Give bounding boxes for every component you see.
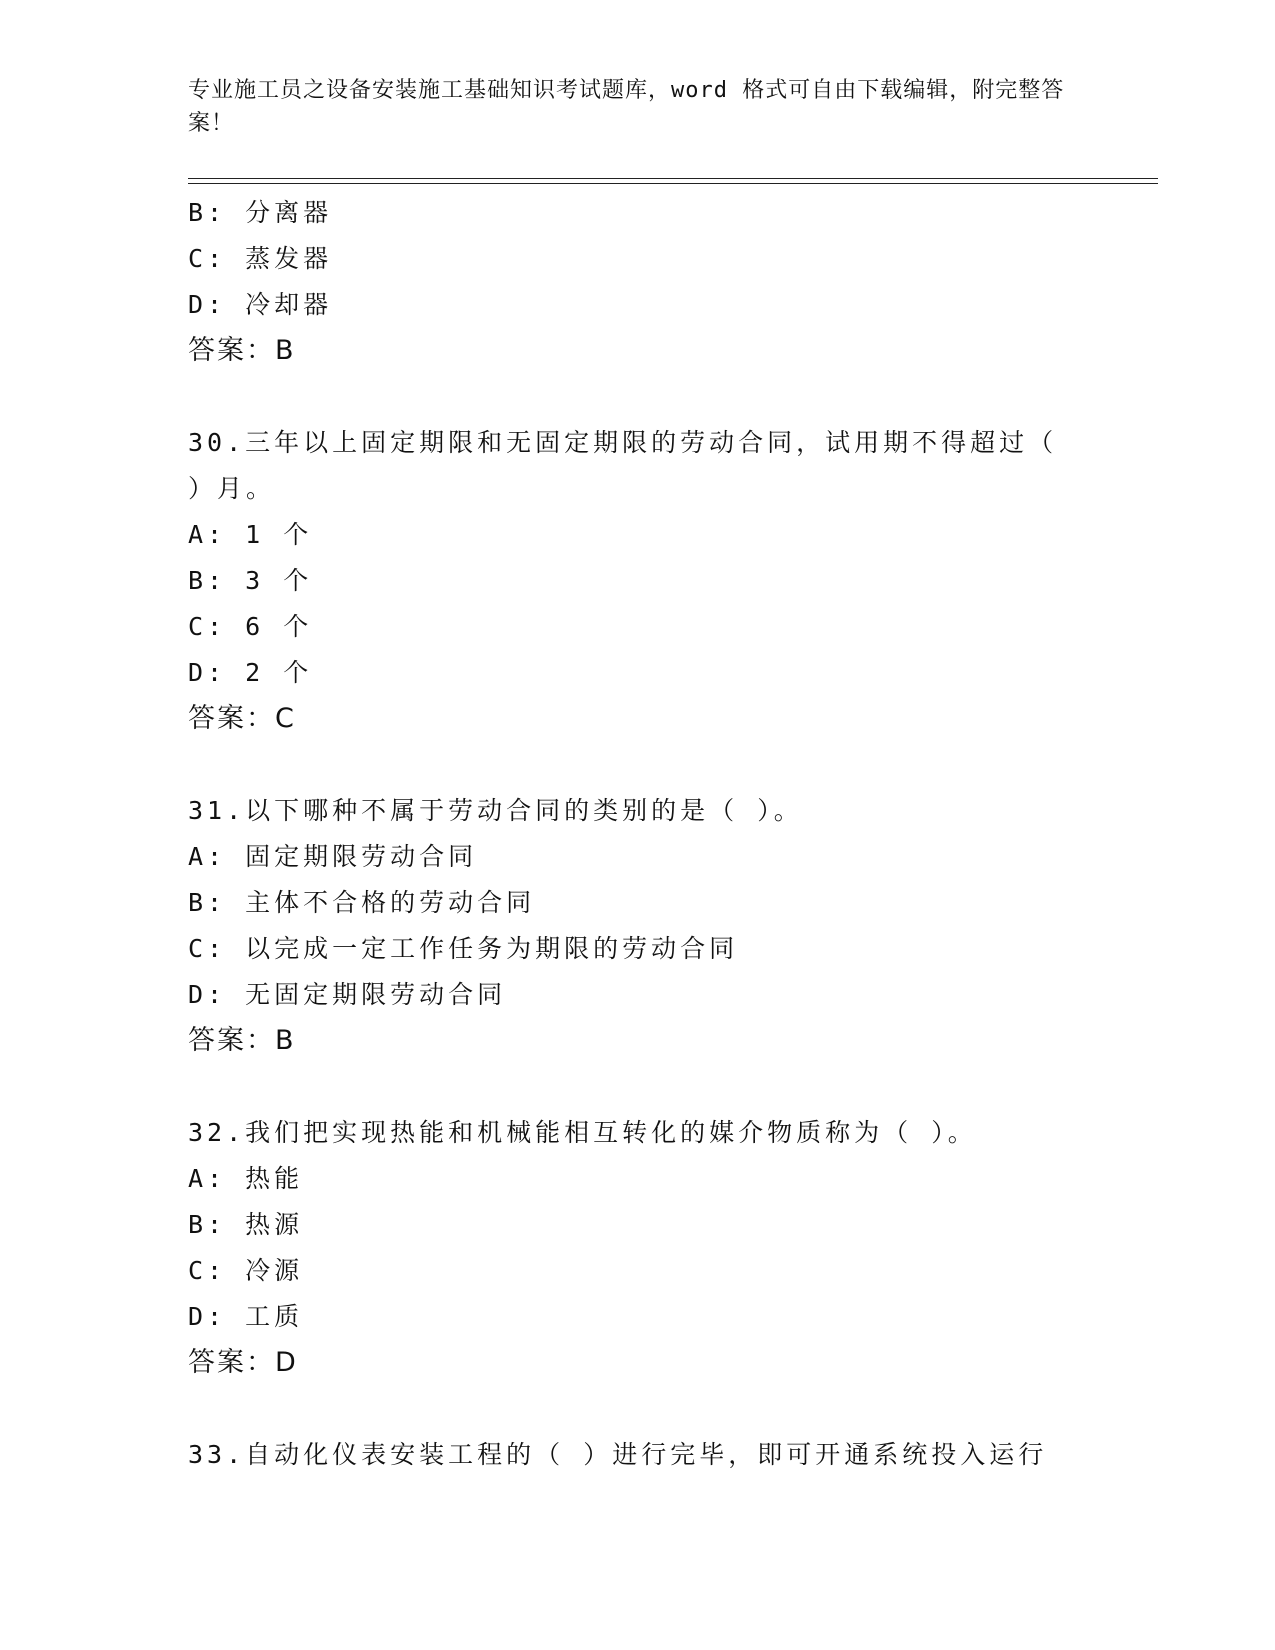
option-a: A: 热能 xyxy=(188,1164,304,1193)
question-stem: 31.以下哪种不属于劳动合同的类别的是（ ）。 xyxy=(188,796,803,825)
option-c: C: 蒸发器 xyxy=(188,244,333,273)
question-stem-continued: ）月。 xyxy=(188,474,276,503)
document-header: 专业施工员之设备安装施工基础知识考试题库，word 格式可自由下载编辑，附完整答案！ xyxy=(188,78,1065,136)
answer: 答案：D xyxy=(188,1347,298,1378)
question-30 xyxy=(188,420,1138,742)
option-d: D: 2 个 xyxy=(188,658,313,687)
question-31 xyxy=(188,788,1138,1064)
option-c: C: 冷源 xyxy=(188,1256,304,1285)
header-rule-top xyxy=(188,178,1158,179)
option-b: B: 主体不合格的劳动合同 xyxy=(188,888,536,917)
option-d: D: 冷却器 xyxy=(188,290,333,319)
header-rule-bottom xyxy=(188,183,1158,184)
question-stem: 33.自动化仪表安装工程的（ ）进行完毕，即可开通系统投入运行 xyxy=(188,1440,1048,1469)
option-c: C: 6 个 xyxy=(188,612,313,641)
question-list xyxy=(188,190,1138,1478)
question-32 xyxy=(188,1110,1138,1386)
option-b: B: 分离器 xyxy=(188,198,333,227)
option-b: B: 热源 xyxy=(188,1210,304,1239)
question-33 xyxy=(188,1432,1138,1478)
option-a: A: 1 个 xyxy=(188,520,313,549)
answer: 答案：B xyxy=(188,335,296,366)
answer: 答案：B xyxy=(188,1025,296,1056)
question-stem: 32.我们把实现热能和机械能相互转化的媒介物质称为（ ）。 xyxy=(188,1118,977,1147)
question-29-continued xyxy=(188,190,1138,374)
option-d: D: 工质 xyxy=(188,1302,304,1331)
option-d: D: 无固定期限劳动合同 xyxy=(188,980,507,1009)
option-c: C: 以完成一定工作任务为期限的劳动合同 xyxy=(188,934,739,963)
answer: 答案：C xyxy=(188,703,296,734)
question-stem: 30.三年以上固定期限和无固定期限的劳动合同，试用期不得超过（ xyxy=(188,428,1058,457)
option-b: B: 3 个 xyxy=(188,566,313,595)
option-a: A: 固定期限劳动合同 xyxy=(188,842,478,871)
